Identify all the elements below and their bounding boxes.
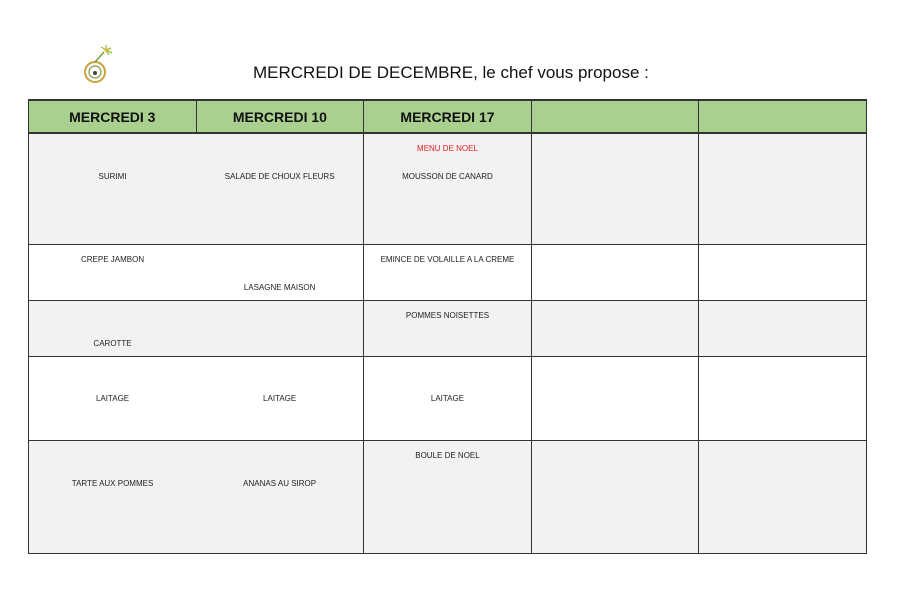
menu-cell [29,441,197,554]
dish-label: EMINCE DE VOLAILLE A LA CREME [380,255,515,264]
menu-cell [364,133,532,245]
dish-label: LASAGNE MAISON [243,283,316,292]
menu-cell [196,441,364,554]
column-header-empty-4 [531,100,699,133]
starter-row [29,133,867,245]
dish-label: LAITAGE [430,394,465,403]
menu-cell-empty [699,133,867,245]
column-header-mercredi-10: MERCREDI 10 [196,100,364,133]
menu-cell-empty [699,441,867,554]
menu-cell [364,357,532,441]
dish-label: TARTE AUX POMMES [71,479,154,488]
menu-cell-empty [531,441,699,554]
menu-cell-empty [699,245,867,301]
menu-cell [196,133,364,245]
dish-label: ANANAS AU SIROP [243,479,317,488]
menu-cell [29,301,197,357]
menu-cell [196,245,364,301]
dessert-row [29,441,867,554]
menu-cell [364,245,532,301]
column-header-empty-5 [699,100,867,133]
dish-label: SALADE DE CHOUX FLEURS [224,172,335,181]
restaurant-logo [78,44,118,86]
column-header-mercredi-3: MERCREDI 3 [29,100,197,133]
dish-label: BOULE DE NOEL [415,451,480,460]
dish-label: SURIMI [98,172,127,181]
menu-cell [29,245,197,301]
menu-cell [196,357,364,441]
menu-cell-empty [531,301,699,357]
dish-label: CREPE JAMBON [80,255,145,264]
page-title: MERCREDI DE DECEMBRE, le chef vous propose : [253,63,649,82]
menu-cell [196,301,364,357]
flower-logo-icon [78,44,118,86]
menu-cell [29,357,197,441]
dish-label: CAROTTE [93,339,132,348]
menu-cell [364,301,532,357]
dairy-row [29,357,867,441]
menu-cell-empty [699,301,867,357]
menu-header-row [29,100,867,133]
menu-cell-empty [531,133,699,245]
menu-cell [364,441,532,554]
menu-cell [29,133,197,245]
side-dish-row [29,301,867,357]
menu-cell-empty [531,357,699,441]
main-course-row [29,245,867,301]
menu-cell-empty [699,357,867,441]
column-header-mercredi-17: MERCREDI 17 [364,100,532,133]
dish-label: LAITAGE [263,394,297,403]
weekly-menu-table [28,99,867,554]
dish-label: MOUSSON DE CANARD [402,172,493,181]
christmas-menu-label: MENU DE NOEL [417,144,478,153]
dish-label: LAITAGE [95,394,130,403]
dish-label: POMMES NOISETTES [405,311,490,320]
menu-cell-empty [531,245,699,301]
